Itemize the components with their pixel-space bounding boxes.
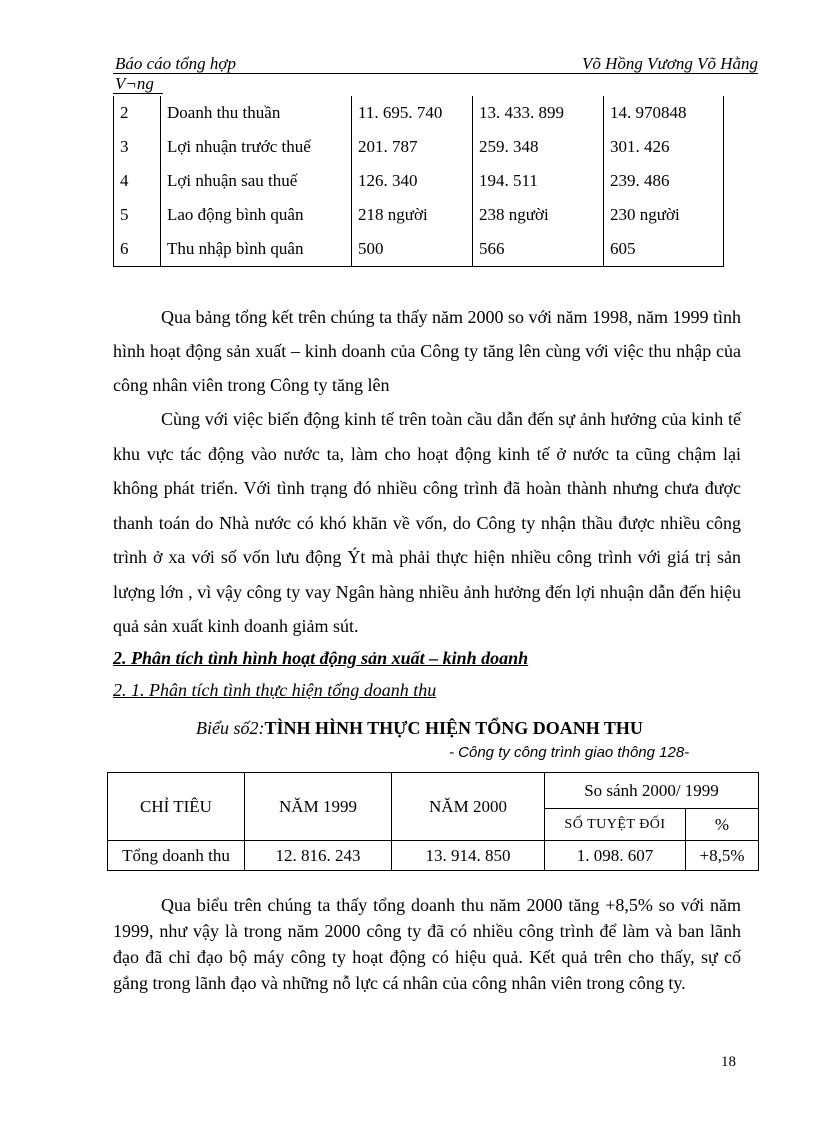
value-1999: 13. 433. 899 [473,96,604,130]
header-authors-wrap: V¬ng [115,74,154,93]
table-row [108,841,759,871]
page-header [113,52,758,96]
page-number: 18 [721,1054,736,1070]
value-1998: 11. 695. 740 [352,96,473,130]
caption-prefix: Biểu số2: [196,718,265,738]
table-row [114,198,724,232]
value-2000: 13. 914. 850 [392,841,545,871]
caption-title: TÌNH HÌNH THỰC HIỆN TỔNG DOANH THU [264,718,643,738]
paragraph-revenue-text: Qua biểu trên chúng ta thấy tổng doanh thu năm 2000 tăng +8,5% so với năm 1999, như vậy là trong năm 2000 công ty đã có nhiều công trình để làm và ban lãnh đạo đã chỉ đạo bộ máy công ty hoạt động có hiệu quả. Kết quả trên cho thấy, sự cố gắng trong lãnh đạo và những nỗ lực cá nhân của công nhân viên trong công ty. [113,895,741,993]
header-2000: NĂM 2000 [392,773,545,841]
header-percent: % [686,809,759,841]
caption-company: - Công ty công trình giao thông 128- [449,744,690,761]
paragraph-economy-text: Cùng với việc biến động kinh tế trên toàn cầu dẫn đến sự ảnh hưởng của kinh tế khu vực tác động vào nước ta, làm cho hoạt động kinh tế ở nước ta cũng chậm lại không phát triển. Với tình trạng đó nhiều công trình đã hoàn thành nhưng chưa được thanh toán do Nhà nước có khó khăn về vốn, do Công ty nhận thầu được nhiều công trình ở xa với số vốn lưu động Ýt mà phải thực hiện nhiều công trình với giá trị sản lượng lớn , vì vậy công ty vay Ngân hàng nhiều ảnh hưởng đến lợi nhuận dẫn đến hiệu quả sản xuất kinh doanh giảm sút. [113,409,741,636]
header-underline-wrap [113,93,163,94]
header-chitieu: CHỈ TIÊU [108,773,245,841]
table-row [114,164,724,198]
subsection-heading: 2. 1. Phân tích tình thực hiện tổng doanh thu [113,680,437,700]
value-2000: 14. 970848 [604,96,724,130]
value-absolute: 1. 098. 607 [545,841,686,871]
value-1998: 201. 787 [352,130,473,164]
header-comparison: So sánh 2000/ 1999 [545,773,759,809]
row-label: Tổng doanh thu [108,841,245,871]
header-authors: Võ Hồng Vương Võ Hằng [581,54,758,73]
row-label: Thu nhập bình quân [161,232,352,267]
revenue-table [107,772,759,871]
value-1999: 194. 511 [473,164,604,198]
row-number: 6 [114,232,161,267]
paragraph-revenue [113,892,741,996]
summary-table [113,96,724,267]
paragraph-summary [113,300,741,402]
header-absolute: SỐ TUYỆT ĐỐI [545,809,686,841]
value-1998: 218 người [352,198,473,232]
value-1999: 238 người [473,198,604,232]
table-row [114,130,724,164]
value-2000: 605 [604,232,724,267]
row-number: 5 [114,198,161,232]
row-label: Doanh thu thuần [161,96,352,130]
row-number: 2 [114,96,161,130]
paragraph-economy [113,402,741,644]
value-2000: 239. 486 [604,164,724,198]
row-number: 3 [114,130,161,164]
header-1999: NĂM 1999 [245,773,392,841]
value-1999: 259. 348 [473,130,604,164]
paragraph-summary-text: Qua bảng tổng kết trên chúng ta thấy năm 2000 so với năm 1998, năm 1999 tình hình hoạt động sản xuất – kinh doanh của Công ty tăng lên cùng với việc thu nhập của công nhân viên trong Công ty tăng lên [113,307,741,395]
value-percent: +8,5% [686,841,759,871]
row-label: Lao động bình quân [161,198,352,232]
value-1999: 12. 816. 243 [245,841,392,871]
table-row [114,96,724,130]
row-label: Lợi nhuận trước thuế [161,130,352,164]
table-row [114,232,724,267]
value-2000: 230 người [604,198,724,232]
value-1998: 126. 340 [352,164,473,198]
value-1998: 500 [352,232,473,267]
header-report-title: Báo cáo tổng hợp [115,54,236,73]
value-1999: 566 [473,232,604,267]
table-caption [196,718,643,739]
header-underline [113,73,758,74]
table-header-row [108,773,759,809]
row-label: Lợi nhuận sau thuế [161,164,352,198]
value-2000: 301. 426 [604,130,724,164]
section-heading: 2. Phân tích tình hình hoạt động sản xuất – kinh doanh [113,648,529,668]
row-number: 4 [114,164,161,198]
